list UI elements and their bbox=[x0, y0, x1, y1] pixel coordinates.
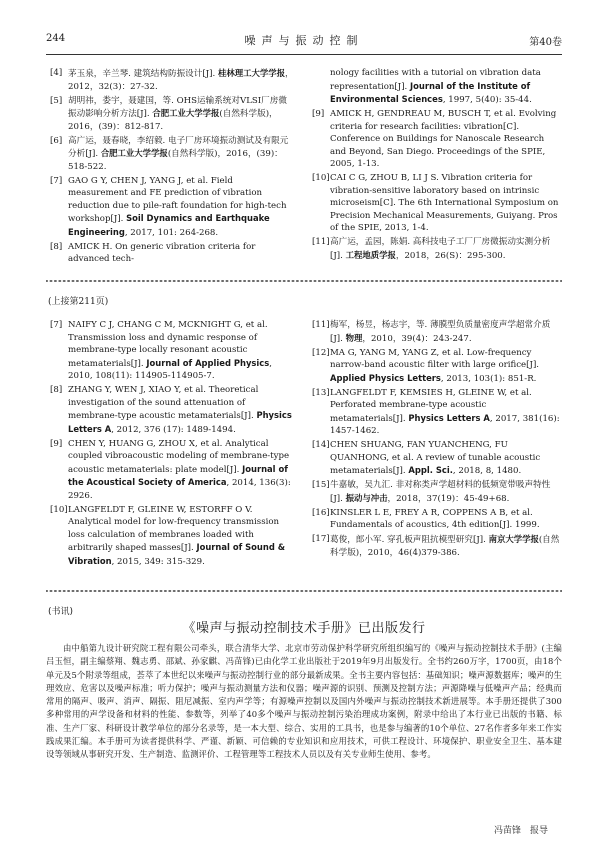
reference-details: (自然科学版)，2016，(39)：518-522. bbox=[68, 149, 283, 172]
reference-entry bbox=[50, 135, 294, 174]
reference-details: , 2017, 381(16): 1457-1462. bbox=[330, 413, 560, 436]
top-references-left-column bbox=[50, 67, 294, 267]
continued-references-right-column bbox=[312, 319, 562, 561]
reference-text: CHEN Y, HUANG G, ZHOU X, et al. Analytical coupled vibroacoustic modeling of membrane-type acoustic metamaterials: plate model[J]. bbox=[68, 438, 290, 475]
reference-text: CHEN SHUANG, FAN YUANCHENG, FU QUANHONG, et al. A review of tunable acoustic metamaterials[J]. bbox=[330, 440, 541, 476]
reference-text: MA G, YANG M, YANG Z, et al. Low-frequency narrow-band acoustic filter with large orifice[J]. bbox=[330, 347, 540, 370]
reference-entry bbox=[312, 347, 562, 386]
reference-number: [4] bbox=[50, 68, 63, 78]
reference-number: [9] bbox=[50, 438, 63, 449]
reference-text: 胡明祎，娄宇，聂建国，等. OHS运输系统对VLSI厂房微振动影响分析方法[J]. bbox=[68, 95, 287, 119]
dotted-separator bbox=[46, 277, 562, 285]
reference-text: NAIFY C J, CHANG C M, MCKNIGHT G, et al. Transmission loss and dynamic response of membrane-type locally resonant acoustic metamaterials[J]. bbox=[68, 320, 268, 369]
reference-details: , 2014, 136(3): 2926. bbox=[68, 478, 291, 501]
reference-journal: 桂林理工大学学报 bbox=[217, 68, 285, 78]
continued-references-left-column bbox=[50, 319, 294, 570]
reference-number: [8] bbox=[50, 385, 63, 395]
reference-number: [14] bbox=[312, 440, 330, 450]
reference-entry bbox=[312, 319, 562, 345]
reference-details: , 1997, 5(40): 35-44. bbox=[442, 95, 532, 105]
reference-entry bbox=[312, 236, 562, 262]
reference-entry bbox=[312, 479, 562, 505]
reference-entry bbox=[312, 507, 562, 532]
reference-entry bbox=[312, 172, 562, 235]
reference-entry bbox=[312, 108, 562, 171]
page-number: 244 bbox=[46, 33, 66, 44]
reference-number: [7] bbox=[50, 320, 63, 330]
volume-label: 第40卷 bbox=[529, 37, 562, 48]
reference-journal: 工程地质学报 bbox=[345, 249, 396, 260]
reference-journal: Journal of Sound & Vibration bbox=[68, 542, 286, 566]
reference-number: [8] bbox=[50, 241, 63, 252]
reference-journal: 振动与冲击 bbox=[345, 492, 388, 503]
reference-entry bbox=[312, 533, 562, 559]
reference-details: , 2013, 103(1): 851-R. bbox=[440, 373, 537, 384]
running-header bbox=[46, 30, 562, 50]
notice-signature: 冯苗锋 报导 bbox=[493, 826, 548, 836]
reference-journal: Physics Letters A bbox=[408, 412, 490, 423]
dotted-separator bbox=[46, 587, 562, 595]
reference-text: nology facilities with a tutorial on vibration data representation[J]. bbox=[330, 68, 541, 92]
reference-entry bbox=[50, 95, 294, 134]
reference-text: 茅玉泉，辛兰琴. 建筑结构防振设计[J]. bbox=[68, 69, 218, 79]
reference-text: 牛嘉敏，吴九汇. 非对称类声学超材料的低频宽带吸声特性[J]. bbox=[330, 480, 551, 504]
reference-text: LANGFELDT F, GLEINE W, ESTORFF O V. Analytical model for low-frequency transmission loss calculation of membranes loaded with arbitrarily shaped masses[J]. bbox=[68, 504, 280, 553]
notice-body: 由中船第九设计研究院工程有限公司牵头，联合清华大学、北京市劳动保护科学研究所组织编写的《噪声与振动控制技术手册》(主编吕玉恒，副主编蔡翔、魏志勇、邵斌、孙家麒、冯苗锋)已由化学工业出版社于2019年9月出版发行。全书约260万字，1700页，由18个单元及5个附录等组成，荟萃了本世纪以来噪声与振动控制行业的部分最新成果。全书主要内容包括：基础知识；噪声源数据库；噪声的生理效应、危害以及噪声标准；听力保护；噪声与振动测量方法和仪器；噪声源的识别、预测及控制方法；声源降噪与低噪声产品；经典而常用的隔声、吸声、消声、隔振、阻尼减振、室内声学等；有源噪声控制以及国内外噪声与振动控制技术新进展等。本手册还提供了300多种常用的声学设备和材料的性能、参数等，列举了40多个噪声与振动控制污染治理成功案例，附录中给出了本行业已出版的书籍、标准、生产厂家、科研设计教学单位的部分名录等，是一本大型、综合、实用的工具书，也是参与编著的10个单位、27名作者多年来工作实践成果汇编。本手册可为读者提供科学、严谨、新颖、可信赖的专业知识和应用技术，可供工程设计、环境保护、职业安全卫生、基本建设等领域从事研究开发、生产制造、监测评价、工程管理等工程技术人员以及有关专业师生使用、参考。 bbox=[46, 643, 562, 760]
reference-number: [17] bbox=[312, 534, 330, 544]
header-rule bbox=[46, 54, 562, 55]
section-tag: (书讯) bbox=[48, 607, 74, 617]
reference-journal: 合肥工业大学学报 bbox=[152, 108, 220, 118]
reference-text: 高广运，孟园，陈娟. 高科技电子工厂厂房微振动实测分析[J]. bbox=[330, 237, 551, 261]
reference-text: CAI C G, ZHOU B, LI J S. Vibration criteria for vibration-sensitive laboratory based on intrinsic microseism[C]. The 6th International Symposium on Precision Mechanical Measurements, Guiyang. Pros of the SPIE, 2013, 1-4. bbox=[330, 173, 559, 233]
reference-text: 葛俊，郎小军. 穿孔板声阻抗模型研究[J]. bbox=[330, 535, 489, 545]
reference-entry bbox=[312, 67, 562, 107]
reference-text: KINSLER L E, FREY A R, COPPENS A B, et al. Fundamentals of acoustics, 4th edition[J]. 1999. bbox=[330, 507, 540, 530]
reference-details: (自然科学版)，2010，46(4)379-386. bbox=[330, 535, 560, 558]
reference-details: ，2018，37(19)：45-49+68. bbox=[387, 493, 510, 504]
reference-details: ，2018，26(S)：295-300. bbox=[395, 250, 506, 261]
reference-entry bbox=[50, 175, 294, 240]
reference-number: [15] bbox=[312, 480, 330, 490]
reference-number: [9] bbox=[312, 109, 325, 119]
reference-journal: Soil Dynamics and Earthquake Engineering bbox=[68, 213, 270, 237]
reference-text: 高广运，聂春晓，李绍毅. 电子厂房环境振动测试及有限元分析[J]. bbox=[68, 135, 289, 159]
journal-title: 噪声与振动控制 bbox=[244, 34, 364, 47]
reference-journal: Applied Physics Letters bbox=[330, 372, 441, 383]
reference-number: [6] bbox=[50, 135, 63, 146]
reference-journal: 南京大学学报 bbox=[488, 534, 539, 544]
reference-text: 梅军，杨昱，杨志宇，等. 薄膜型负质量密度声学超常介质[J]. bbox=[330, 320, 551, 344]
top-references-right-column bbox=[312, 67, 562, 264]
reference-text: AMICK H, GENDREAU M, BUSCH T, et al. Evolving criteria for research facilities: vibration[C]. Conference on Buildings for Nanoscale Research and Beyond, San Diego. Proceedings of the SPIE, 2005, 1-13. bbox=[330, 109, 557, 169]
reference-details: , 2015, 349: 315-329. bbox=[111, 556, 205, 567]
reference-number: [11] bbox=[312, 237, 330, 247]
reference-journal: Physics Letters A bbox=[68, 410, 292, 434]
reference-details: , 2010, 108(11): 114905-114905-7. bbox=[68, 358, 272, 381]
reference-entry bbox=[312, 387, 562, 438]
reference-entry bbox=[50, 504, 294, 569]
reference-details: (自然科学版)，2016，(39)：812-817. bbox=[68, 109, 278, 132]
reference-journal: Journal of the Institute of Environmental Sciences bbox=[330, 80, 531, 104]
reference-text: AMICK H. On generic vibration criteria for advanced tech- bbox=[68, 241, 256, 264]
reference-text: ZHANG Y, WEN J, XIAO Y, et al. Theoretical investigation of the sound attenuation of membrane-type acoustic metamaterials[J]. bbox=[68, 385, 259, 421]
reference-journal: 物理 bbox=[345, 332, 363, 343]
reference-details: , 2012, 376 (17): 1489-1494. bbox=[111, 424, 236, 435]
continuation-label: (上接第211页) bbox=[48, 297, 109, 307]
reference-journal: 合肥工业大学学报 bbox=[100, 148, 168, 158]
reference-text: LANGFELDT F, KEMSIES H, GLEINE W, et al. Perforated membrane-type acoustic metamaterials[J]. bbox=[330, 387, 532, 424]
reference-entry bbox=[50, 319, 294, 383]
reference-entry bbox=[50, 384, 294, 436]
reference-details: ，2012，32(3)：27-32. bbox=[68, 69, 294, 92]
reference-text: GAO G Y, CHEN J, YANG J, et al. Field measurement and FE prediction of vibration reduction due to pile-raft foundation for high-tech workshop[J]. bbox=[68, 175, 287, 224]
reference-details: , 2017, 101: 264-268. bbox=[124, 227, 219, 238]
reference-number: [7] bbox=[50, 175, 63, 186]
reference-number: [13] bbox=[312, 387, 330, 398]
reference-number: [10] bbox=[50, 504, 68, 515]
reference-details: , 2018, 8, 1480. bbox=[452, 466, 522, 476]
reference-number: [16] bbox=[312, 507, 330, 518]
reference-entry bbox=[50, 438, 294, 503]
reference-journal: Journal of the Acoustical Society of America bbox=[68, 463, 288, 487]
reference-number: [5] bbox=[50, 95, 63, 106]
reference-number: [10] bbox=[312, 173, 330, 183]
reference-entry bbox=[312, 439, 562, 478]
reference-journal: Appl. Sci. bbox=[408, 465, 453, 475]
reference-details: ，2010，39(4)：243-247. bbox=[362, 333, 472, 344]
reference-entry bbox=[50, 67, 294, 93]
reference-entry bbox=[50, 241, 294, 266]
notice-title: 《噪声与振动控制技术手册》已出版发行 bbox=[182, 621, 426, 636]
reference-number: [11] bbox=[312, 320, 330, 330]
reference-number: [12] bbox=[312, 347, 330, 358]
reference-journal: Journal of Applied Physics bbox=[146, 357, 270, 368]
